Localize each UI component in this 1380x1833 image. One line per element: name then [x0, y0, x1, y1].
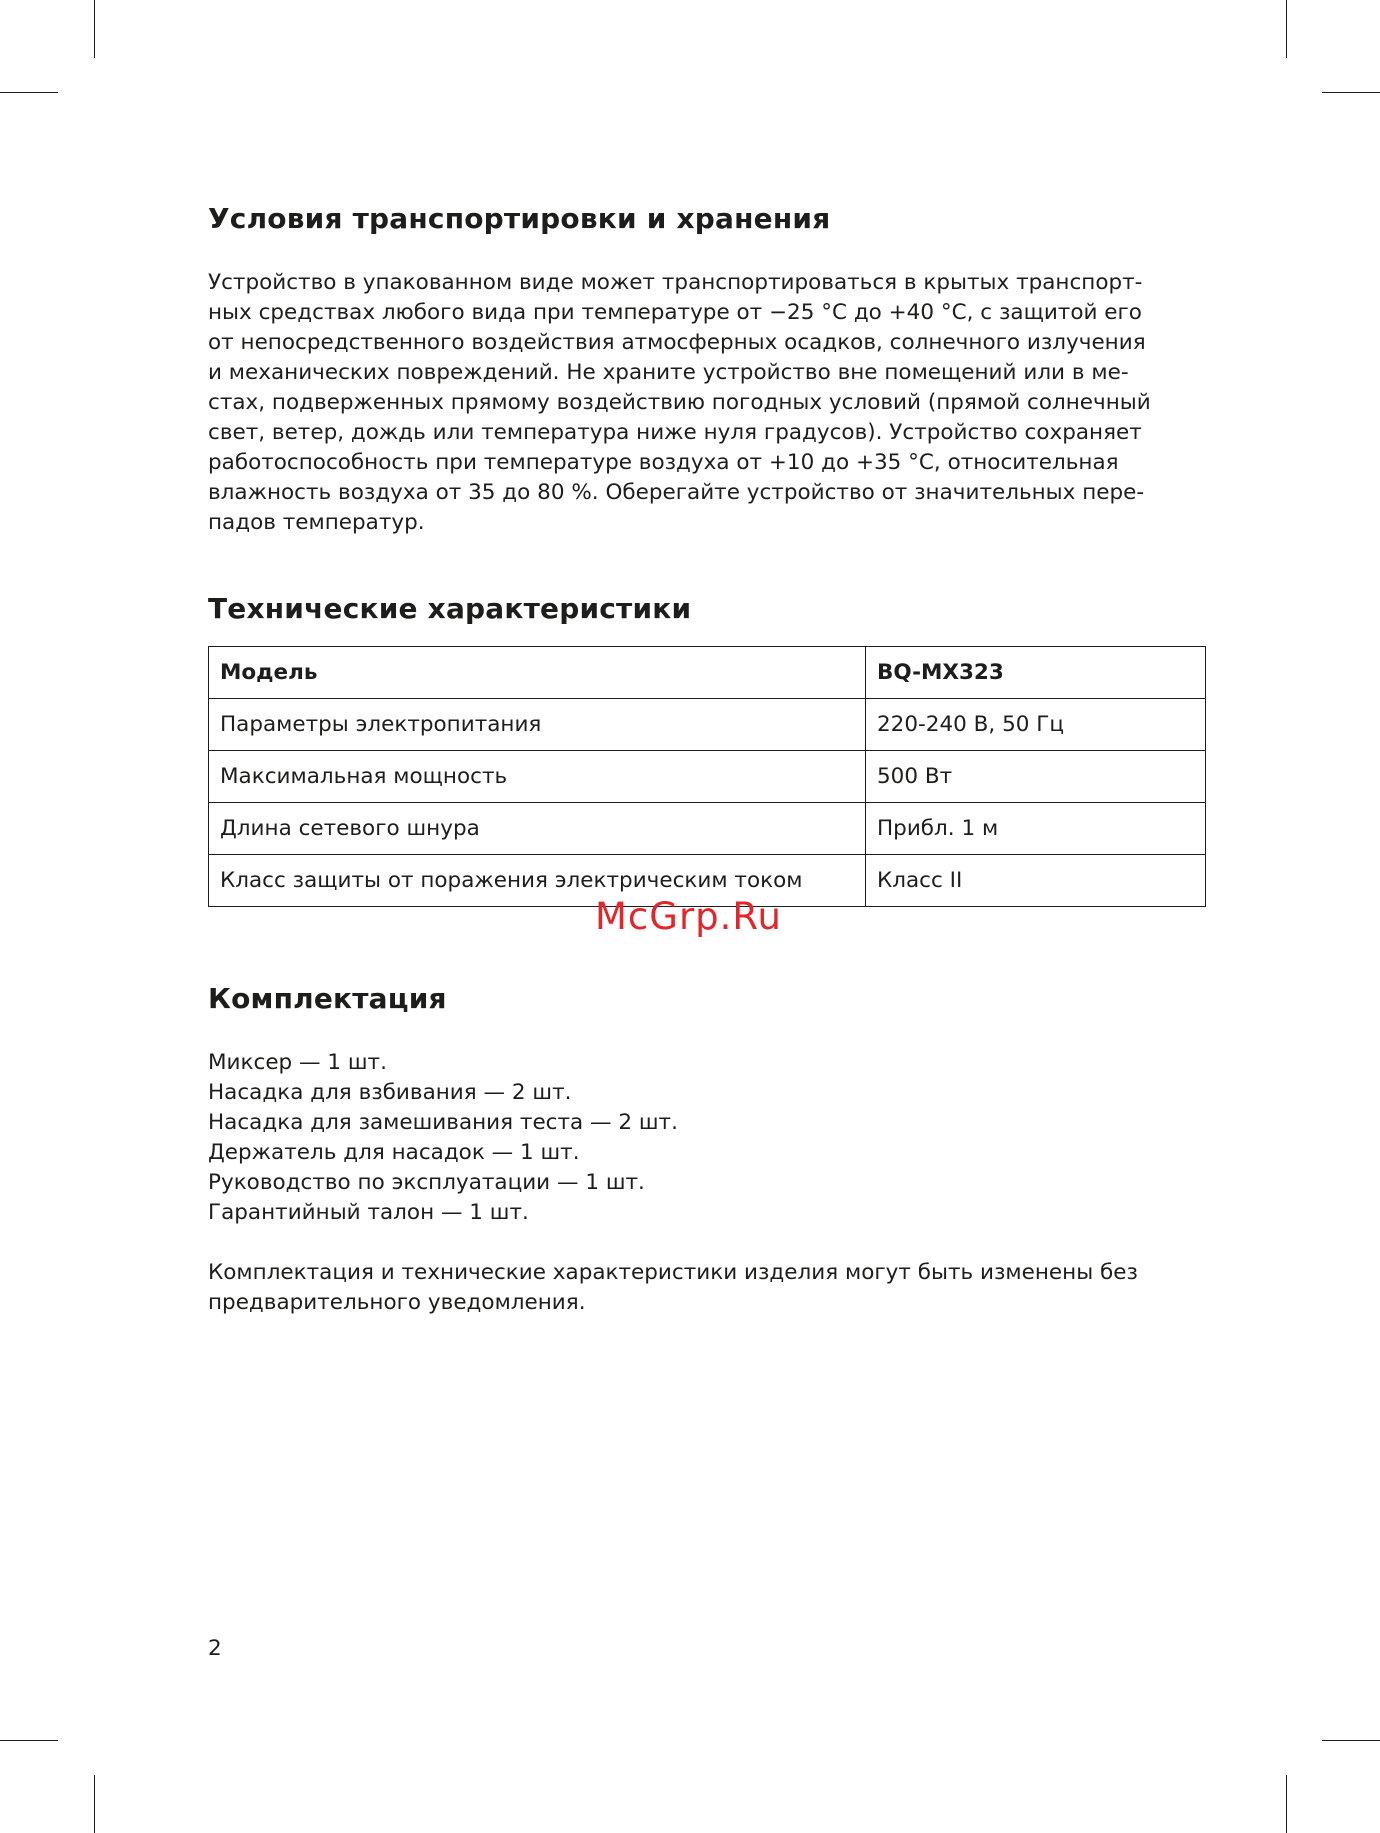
spec-value: Класс II — [866, 855, 1206, 907]
crop-mark-bottom-left-horizontal — [0, 1740, 58, 1741]
specs-table — [208, 646, 1206, 907]
list-item: Держатель для насадок — 1 шт. — [208, 1140, 580, 1165]
specs-heading: Технические характеристики — [208, 592, 692, 625]
crop-mark-bottom-left-vertical — [94, 1775, 95, 1833]
list-item: Гарантийный талон — 1 шт. — [208, 1200, 529, 1225]
transport-paragraph — [208, 268, 1208, 538]
table-row — [209, 647, 1206, 699]
table-row — [209, 751, 1206, 803]
transport-line: влажность воздуха от 35 до 80 %. Оберегайте устройство от значительных пере- — [208, 480, 1145, 505]
watermark: McGrp.Ru — [595, 895, 782, 938]
crop-mark-top-right-vertical — [1286, 0, 1287, 58]
package-note — [208, 1258, 1208, 1318]
table-row — [209, 803, 1206, 855]
transport-line: и механических повреждений. Не храните устройство вне помещений или в ме- — [208, 360, 1129, 385]
transport-line: Устройство в упакованном виде может транспортироваться в крытых транспорт- — [208, 270, 1143, 295]
spec-value: Прибл. 1 м — [866, 803, 1206, 855]
crop-mark-top-left-horizontal — [0, 92, 58, 93]
spec-label: Модель — [209, 647, 866, 699]
note-line: Комплектация и технические характеристики изделия могут быть изменены без — [208, 1260, 1138, 1285]
spec-value: 500 Вт — [866, 751, 1206, 803]
crop-mark-bottom-right-horizontal — [1322, 1740, 1380, 1741]
spec-label: Длина сетевого шнура — [209, 803, 866, 855]
crop-mark-top-right-horizontal — [1322, 92, 1380, 93]
list-item: Насадка для замешивания теста — 2 шт. — [208, 1110, 678, 1135]
transport-line: стах, подверженных прямому воздействию погодных условий (прямой солнечный — [208, 390, 1151, 415]
package-heading: Комплектация — [208, 982, 447, 1015]
page-number: 2 — [208, 1636, 222, 1661]
table-row — [209, 699, 1206, 751]
transport-line: ных средствах любого вида при температуре от −25 °C до +40 °C, с защитой его — [208, 300, 1142, 325]
spec-label: Параметры электропитания — [209, 699, 866, 751]
list-item: Насадка для взбивания — 2 шт. — [208, 1080, 572, 1105]
transport-line: от непосредственного воздействия атмосферных осадков, солнечного излучения — [208, 330, 1146, 355]
transport-line: свет, ветер, дождь или температура ниже нуля градусов). Устройство сохраняет — [208, 420, 1142, 445]
crop-mark-bottom-right-vertical — [1286, 1775, 1287, 1833]
spec-value: BQ-MX323 — [866, 647, 1206, 699]
package-list — [208, 1048, 678, 1228]
transport-heading: Условия транспортировки и хранения — [208, 202, 831, 235]
list-item: Миксер — 1 шт. — [208, 1050, 387, 1075]
note-line: предварительного уведомления. — [208, 1290, 586, 1315]
spec-label: Максимальная мощность — [209, 751, 866, 803]
spec-value: 220-240 В, 50 Гц — [866, 699, 1206, 751]
transport-line: работоспособность при температуре воздуха от +10 до +35 °C, относительная — [208, 450, 1119, 475]
crop-mark-top-left-vertical — [94, 0, 95, 58]
list-item: Руководство по эксплуатации — 1 шт. — [208, 1170, 645, 1195]
spec-label: Класс защиты от поражения электрическим током — [209, 855, 866, 907]
transport-line: падов температур. — [208, 510, 425, 535]
